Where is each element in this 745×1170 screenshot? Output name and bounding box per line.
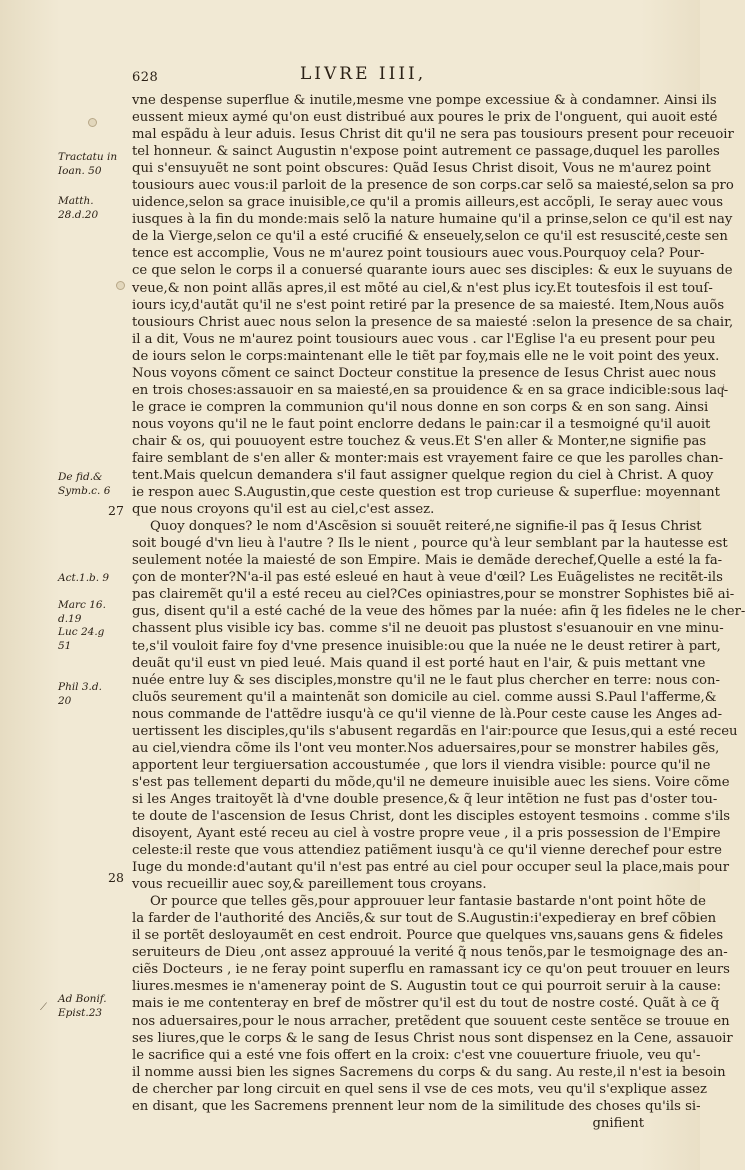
text-line: veue,& non point allãs apres,il est mõté au ciel,& n'est plus icy.Et toutesfois il est touſ-	[132, 280, 713, 296]
text-line: nous commande de l'attẽdre iusqu'à ce qu'il vienne de là.Pour ceste cause les Anges ad-	[132, 706, 723, 722]
text-line: tent.Mais quelcun demandera s'il faut assigner quelque region du ciel à Christ. A quoy	[132, 468, 714, 484]
text-line: ciẽs Docteurs , ie ne feray point superflu en ramassant icy ce qu'on peut trouuer en leurs	[132, 962, 730, 978]
text-line: en trois choses:assauoir en sa maiesté,en sa prouidence & en sa grace indicible:sous laqͥ-	[132, 382, 729, 398]
body-text	[132, 92, 745, 1132]
text-line: si les Anges traitoyẽt là d'vne double presence,& q̃ leur intẽtion ne fust pas d'oster tou-	[132, 791, 718, 807]
text-line: de la Vierge,selon ce qu'il a esté crucifié & enseuely,selon ce qu'il est resuscité,ceste sen	[132, 229, 728, 245]
text-line: vous recueillir auec soy,& pareillement tous croyans.	[132, 877, 487, 893]
text-line: uertissent les disciples,qu'ils s'abusent regardãs en l'air:pource que Iesus,qui a esté receu	[132, 723, 738, 739]
text-line: chair & os, qui pouuoyent estre touchez & veus.Et S'en aller & Monter,ne signifie pas	[132, 433, 707, 449]
margin-note: Phil 3.d. 20	[58, 681, 102, 707]
text-line: apportent leur tergiuersation accoustumée , que lors il viendra visible: pource qu'il ne	[132, 757, 711, 773]
margin-note: Tractatu in Ioan. 50	[58, 151, 118, 177]
text-line: iusques à la fin du monde:mais selõ la nature humaine qu'il a prinse,selon ce qu'il est nay	[132, 212, 733, 228]
text-line: te doute de l'ascension de Iesus Christ, dont les disciples estoyent tesmoins . comme s'ils	[132, 808, 731, 824]
text-line: disoyent, Ayant esté receu au ciel à vostre propre veue , il a pris possession de l'Empire	[132, 826, 721, 842]
catchword: gnifient	[592, 1115, 644, 1131]
text-line: celeste:il reste que vous attendiez patiẽment iusqu'à ce qu'il vienne derechef pour estre	[132, 843, 722, 859]
text-line: s'est pas tellement departi du mõde,qu'il ne demeure inuisible auec les siens. Voire cõme	[132, 774, 730, 790]
text-line: Quoy donques? le nom d'Ascẽsion si souuẽt reiteré,ne signifie-il pas q̃ Iesus Christ	[150, 519, 702, 535]
paragraph-number: 28	[108, 870, 124, 885]
text-line: Iuge du monde:d'autant qu'il n'est pas entré au ciel pour occuper seul la place,mais pour	[132, 860, 730, 876]
text-line: de iours selon le corps:maintenant elle le tiẽt par foy,mais elle ne le voit point des yeux.	[132, 348, 720, 364]
text-line: il a dit, Vous ne m'aurez point tousiours auec vous . car l'Eglise l'a eu present pour peu	[132, 331, 716, 347]
text-line: nuée entre luy & ses disciples,monstre qu'il ne le faut plus chercher en terre: nous con-	[132, 672, 720, 688]
text-line: au ciel,viendra cõme ils l'ont veu monter.Nos aduersaires,pour se monstrer habiles gẽs,	[132, 740, 720, 756]
text-line: qui s'ensuyuẽt ne sont point obscures: Quãd Iesus Christ disoit, Vous ne m'aurez point	[132, 161, 711, 177]
text-line: le sacrifice qui a esté vne fois offert en la croix: c'est vne couuerture friuole, veu qu'-	[132, 1047, 701, 1063]
text-line: il se portẽt desloyaumẽt en cest endroit. Pource que quelques vns,sauans gens & fideles	[132, 928, 724, 944]
text-line: que nous croyons qu'il est au ciel,c'est assez.	[132, 502, 435, 518]
text-line: Or pource que telles gẽs,pour approuuer leur fantasie bastarde n'ont point hõte de	[150, 894, 706, 910]
text-line: deuãt qu'il eust vn pied leué. Mais quand il est porté haut en l'air, & puis mettant vne	[132, 655, 706, 671]
ink-mark: ⟋	[40, 1002, 47, 1013]
text-line: de chercher par long circuit en quel sens il vse de ces mots, veu qu'il s'explique assez	[132, 1081, 707, 1097]
text-line: ce que selon le corps il a conuersé quarante iours auec ses disciples: & eux le suyuans de	[132, 263, 733, 279]
margin-note: Luc 24.g 51	[58, 626, 105, 652]
running-head: LIVRE IIII,	[300, 64, 427, 84]
text-line: la farder de l'authorité des Anciẽs,& sur tout de S.Augustin:i'expedieray en bref cõbien	[132, 911, 717, 927]
margin-note: Ad Bonif. Epist.23	[58, 993, 107, 1019]
text-line: en disant, que les Sacremens prennent leur nom de la similitude des choses qu'ils si-	[132, 1098, 701, 1114]
text-line: tel honneur. & sainct Augustin n'expose point autrement ce passage,duquel les parolles	[132, 144, 720, 160]
text-line: eussent mieux aymé qu'on eust distribué aux poures le prix de l'onguent, qui auoit esté	[132, 110, 718, 126]
text-line: nous voyons qu'il ne le faut point enclorre dedans le pain:car il a tesmoigné qu'il auoit	[132, 416, 711, 432]
text-line: iours icy,d'autãt qu'il ne s'est point retiré par la presence de sa maiesté. Item,Nous auõs	[132, 297, 725, 313]
text-line: uidence,selon sa grace inuisible,ce qu'il a promis ailleurs,est accõpli, Ie seray auec vous	[132, 195, 724, 211]
binding-hole	[116, 281, 125, 290]
text-line: ses liures,que le corps & le sang de Iesus Christ nous sont dispensez en la Cene, assauoir	[132, 1030, 733, 1046]
text-line: tousiours auec vous:il parloit de la presence de son corps.car selõ sa maiesté,selon sa pro	[132, 178, 734, 194]
text-line: gus, disent qu'il a esté caché de la veue des hõmes par la nuée: afin q̃ les fideles ne le cher-	[132, 604, 745, 620]
text-line: chassent plus visible icy bas. comme s'il ne deuoit pas plustost s'esuanouir en vne minu-	[132, 621, 724, 637]
text-line: faire semblant de s'en aller & monter:mais est vrayement faire ce que les parolles chan-	[132, 450, 724, 466]
margin-note: Matth. 28.d.20	[58, 195, 99, 221]
paragraph-number: 27	[108, 503, 124, 518]
text-line: seulement notée la maiesté de son Empire. Mais ie demãde derechef,Quelle a esté la fa-	[132, 553, 723, 569]
text-line: tence est accomplie, Vous ne m'aurez point tousiours auec vous.Pourquoy cela? Pour-	[132, 246, 705, 262]
text-line: çon de monter?N'a-il pas esté esleué en haut à veue d'œil? Les Euãgelistes ne recitẽt-ils	[132, 570, 723, 586]
margin-note: Marc 16. d.19	[58, 599, 106, 625]
page-number: 628	[132, 70, 159, 85]
text-line: mais ie me contenteray en bref de mõstrer qu'il est du tout de nostre costé. Quãt à ce q̃	[132, 996, 720, 1012]
margin-note: Act.1.b. 9	[58, 572, 110, 584]
text-line: nos aduersaires,pour le nous arracher, pretẽdent que souuent ceste sentẽce se trouue en	[132, 1013, 730, 1029]
text-line: te,s'il vouloit faire foy d'vne presence inuisible:ou que la nuée ne le deust retirer à part,	[132, 638, 721, 654]
text-line: il nomme aussi bien les signes Sacremens du corps & du sang. Au reste,il n'est ia besoin	[132, 1064, 726, 1080]
margin-note: De fid.& Symb.c. 6	[58, 471, 111, 497]
text-line: le grace ie compren la communion qu'il nous donne en son corps & en son sang. Ainsi	[132, 399, 709, 415]
text-line: soit bougé d'vn lieu à l'autre ? Ils le nient , pource qu'à leur semblant par la hautesse est	[132, 536, 728, 552]
text-line: cluõs seurement qu'il a maintenãt son domicile au ciel. comme aussi S.Paul l'afferme,&	[132, 689, 717, 705]
text-line: tousiours Christ auec nous selon la presence de sa maiesté :selon la presence de sa chair,	[132, 314, 734, 330]
text-line: liures.mesmes ie n'ameneray point de S. Augustin tout ce qui pourroit seruir à la cause:	[132, 979, 722, 995]
text-line: vne despense superflue & inutile,mesme vne pompe excessiue & à condamner. Ainsi ils	[132, 93, 717, 108]
binding-hole	[88, 118, 97, 127]
text-line: mal espãdu à leur aduis. Iesus Christ dit qu'il ne sera pas tousiours present pour receuoir	[132, 127, 734, 143]
text-line: seruiteurs de Dieu ,ont assez approuué la verité q̃ nous tenõs,par le tesmoignage des an-	[132, 945, 728, 961]
text-line: Nous voyons cõment ce sainct Docteur constitue la presence de Iesus Christ auec nous	[132, 365, 717, 381]
text-line: pas clairemẽt qu'il a esté receu au ciel?Ces opiniastres,pour se monstrer Sophistes biẽ ai-	[132, 587, 735, 603]
text-line: ie respon auec S.Augustin,que ceste question est trop curieuse & superflue: moyennant	[132, 485, 720, 501]
